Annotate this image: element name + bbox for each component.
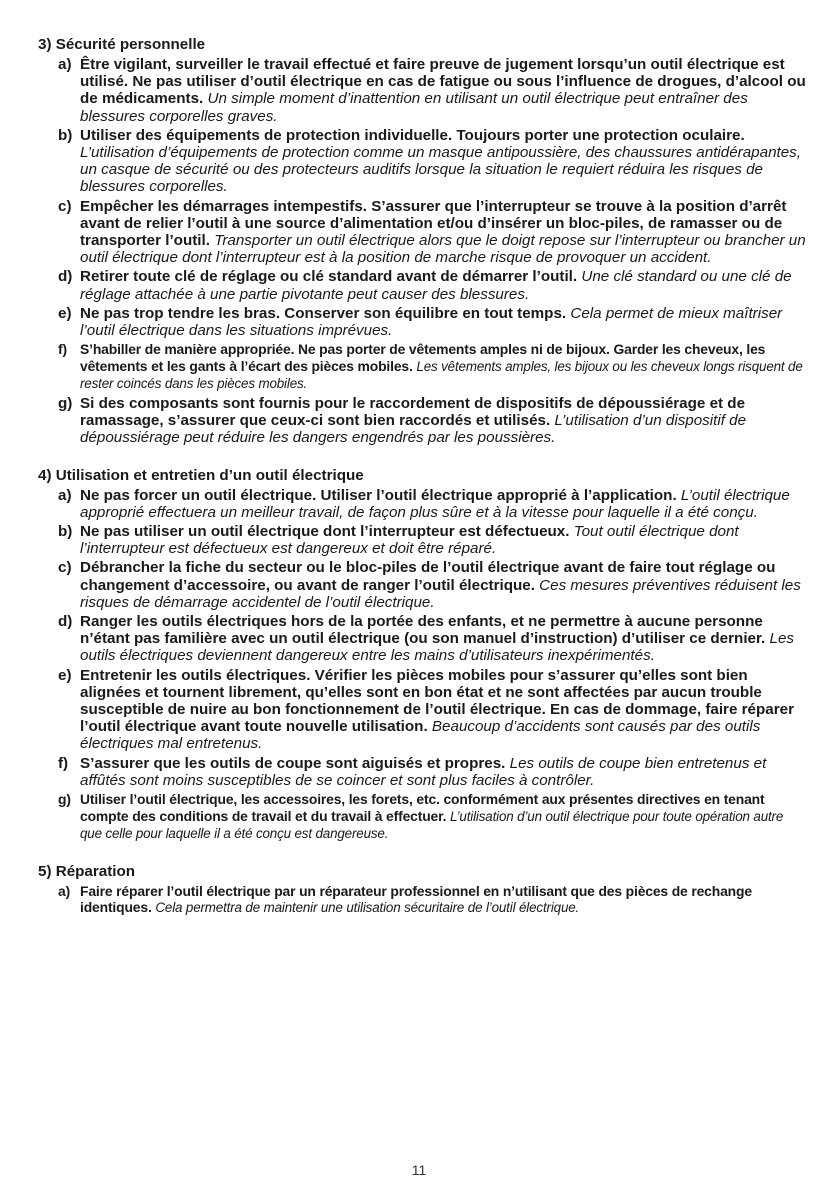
list-item <box>38 56 808 125</box>
item-instruction: Être vigilant, surveiller le travail effectué et faire preuve de jugement lorsqu’un outil électrique est utilisé. Ne pas utiliser d’outil électrique en cas de fatigue ou sous l’influence de drogues, d’alcool ou de médicaments. <box>80 56 806 108</box>
item-instruction: Si des composants sont fournis pour le raccordement de dispositifs de dépoussiérage et de ramassage, s’assurer que ceux-ci sont bien raccordés et utilisés. <box>80 395 746 430</box>
item-letter: e) <box>58 666 72 684</box>
item-list <box>38 56 808 447</box>
section-title: 3) Sécurité personnelle <box>38 36 206 53</box>
item-instruction: Débrancher la fiche du secteur ou le bloc-piles de l’outil électrique avant de faire tout réglage ou changement d’accessoire, ou avant de ranger l’outil électrique. <box>80 559 776 594</box>
list-item <box>38 395 808 447</box>
item-explanation: Un simple moment d’inattention en utilisant un outil électrique peut entraîner des blessures corporelles graves. <box>80 90 748 125</box>
list-item <box>38 487 808 521</box>
item-instruction: Utiliser des équipements de protection individuelle. Toujours porter une protection oculaire. <box>80 126 745 144</box>
item-instruction: Entretenir les outils électriques. Vérifier les pièces mobiles pour s’assurer qu’elles sont bien alignées et tournent librement, qu’elles sont en bon état et ne sont affectées par aucun trouble susceptible de nuire au bon fonctionnement de l’outil électrique. En cas de dommage, faire réparer l’outil électrique avant toute nouvelle utilisation. <box>80 666 794 736</box>
item-instruction: Ne pas utiliser un outil électrique dont l’interrupteur est défectueux. <box>80 523 570 541</box>
list-item <box>38 127 808 196</box>
page-number: 11 <box>411 1162 427 1178</box>
item-letter: c) <box>58 559 72 577</box>
item-instruction: Ne pas forcer un outil électrique. Utiliser l’outil électrique approprié à l’application. <box>80 486 677 504</box>
item-letter: a) <box>58 486 72 504</box>
item-letter: g) <box>58 395 73 413</box>
list-item <box>38 791 808 843</box>
item-instruction: Faire réparer l’outil électrique par un réparateur professionnel en n’utilisant que des pièces de rechange identiques. <box>80 882 752 916</box>
item-letter: f) <box>58 754 69 772</box>
item-instruction: Ranger les outils électriques hors de la portée des enfants, et ne permettre à aucune personne n’étant pas familière avec un outil électrique (ou son manuel d’instruction) d’utiliser ce dernier. <box>80 613 766 648</box>
list-item <box>38 341 808 393</box>
item-letter: a) <box>58 882 71 899</box>
list-item <box>38 268 808 302</box>
list-item <box>38 198 808 267</box>
list-item <box>38 883 808 917</box>
item-instruction: S’habiller de manière appropriée. Ne pas porter de vêtements amples ni de bijoux. Garder les cheveux, les vêtements et les gants à l’écart des pièces mobiles. <box>80 341 766 374</box>
item-explanation: L’utilisation d’un dispositif de dépoussiérage peut réduire les dangers engendrés par les poussières. <box>80 412 747 447</box>
section-repair <box>38 863 808 917</box>
section-title: 4) Utilisation et entretien d’un outil électrique <box>38 466 364 484</box>
item-list <box>38 883 808 917</box>
item-explanation: Tout outil électrique dont l’interrupteur est défectueux est dangereux et doit être réparé. <box>80 523 739 558</box>
item-explanation: Cela permet de mieux maîtriser l’outil électrique dans les situations imprévues. <box>80 304 783 340</box>
item-explanation: Ces mesures préventives réduisent les risques de démarrage accidentel de l’outil électrique. <box>80 576 801 611</box>
item-letter: b) <box>58 523 73 541</box>
item-letter: d) <box>58 613 73 631</box>
item-explanation: Beaucoup d’accidents sont causés par des outils électriques mal entretenus. <box>80 718 761 753</box>
item-instruction: Utiliser l’outil électrique, les accessoires, les forets, etc. conformément aux présentes directives en tenant compte des conditions de travail et du travail à effectuer. <box>80 791 765 824</box>
item-explanation: L’utilisation d’équipements de protection comme un masque antipoussière, des chaussures antidérapantes, un casque de sécurité ou des protecteurs auditifs lorsque la situation le requiert réduira les risques de blessures corporelles. <box>80 144 801 196</box>
item-explanation: Une clé standard ou une clé de réglage attachée à une partie pivotante peut causer des blessures. <box>80 268 792 303</box>
section-title: 5) Réparation <box>38 862 136 880</box>
item-explanation: Les outils électriques deviennent dangereux entre les mains d’utilisateurs inexpérimentés. <box>80 630 795 665</box>
list-item <box>38 559 808 611</box>
item-explanation: Cela permettra de maintenir une utilisation sécuritaire de l’outil électrique. <box>155 900 580 916</box>
item-explanation: Transporter un outil électrique alors que le doigt repose sur l’interrupteur ou brancher un outil électrique dont l’interrupteur est à la position de marche risque de provoquer un accident. <box>80 232 806 267</box>
list-item <box>38 667 808 753</box>
list-item <box>38 305 808 339</box>
item-list <box>38 487 808 843</box>
item-letter: d) <box>58 268 73 286</box>
item-letter: e) <box>58 304 72 322</box>
item-explanation: Les vêtements amples, les bijoux ou les cheveux longs risquent de rester coincés dans les pièces mobiles. <box>80 358 803 392</box>
list-item <box>38 613 808 665</box>
item-letter: b) <box>58 126 73 144</box>
item-letter: a) <box>58 56 72 73</box>
item-instruction: S’assurer que les outils de coupe sont aiguisés et propres. <box>80 754 506 772</box>
item-letter: c) <box>58 197 72 215</box>
item-instruction: Retirer toute clé de réglage ou clé standard avant de démarrer l’outil. <box>80 268 578 286</box>
section-tool-use-and-care <box>38 467 808 843</box>
item-letter: f) <box>58 341 67 358</box>
item-instruction: Empêcher les démarrages intempestifs. S’assurer que l’interrupteur se trouve à la position d’arrêt avant de relier l’outil à une source d’alimentation et/ou d’insérer un bloc-piles, de ramasser ou de transporter l’outil. <box>80 197 787 250</box>
item-explanation: L’outil électrique approprié effectuera un meilleur travail, de façon plus sûre et à la vitesse pour laquelle il a été conçu. <box>80 486 790 521</box>
item-explanation: L’utilisation d’un outil électrique pour toute opération autre que celle pour laquelle il a été conçu est dangereuse. <box>80 808 784 842</box>
item-letter: g) <box>58 791 71 808</box>
list-item <box>38 523 808 557</box>
list-item <box>38 755 808 789</box>
item-instruction: Ne pas trop tendre les bras. Conserver son équilibre en tout temps. <box>80 304 567 322</box>
section-personal-safety <box>38 36 808 447</box>
item-explanation: Les outils de coupe bien entretenus et affûtés sont moins susceptibles de se coincer et sont plus faciles à contrôler. <box>80 754 767 789</box>
